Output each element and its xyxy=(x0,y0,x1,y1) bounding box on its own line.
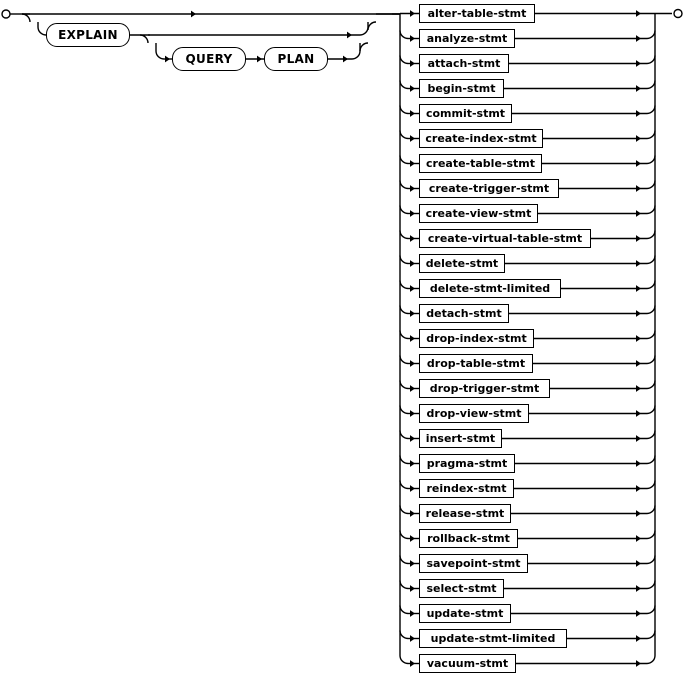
stmt-update-stmt-limited: update-stmt-limited xyxy=(419,629,567,648)
stmt-begin-stmt: begin-stmt xyxy=(419,79,504,98)
stmt-create-trigger-stmt: create-trigger-stmt xyxy=(419,179,559,198)
stmt-drop-table-stmt: drop-table-stmt xyxy=(419,354,533,373)
stmt-detach-stmt: detach-stmt xyxy=(419,304,509,323)
stmt-analyze-stmt: analyze-stmt xyxy=(419,29,515,48)
stmt-attach-stmt: attach-stmt xyxy=(419,54,509,73)
stmt-create-index-stmt: create-index-stmt xyxy=(419,129,543,148)
stmt-create-table-stmt: create-table-stmt xyxy=(419,154,542,173)
stmt-select-stmt: select-stmt xyxy=(419,579,504,598)
keyword-explain: EXPLAIN xyxy=(46,23,130,47)
stmt-savepoint-stmt: savepoint-stmt xyxy=(419,554,528,573)
stmt-pragma-stmt: pragma-stmt xyxy=(419,454,515,473)
stmt-create-view-stmt: create-view-stmt xyxy=(419,204,538,223)
stmt-reindex-stmt: reindex-stmt xyxy=(419,479,514,498)
stmt-vacuum-stmt: vacuum-stmt xyxy=(419,654,516,673)
keyword-query: QUERY xyxy=(172,47,246,71)
stmt-drop-index-stmt: drop-index-stmt xyxy=(419,329,534,348)
stmt-update-stmt: update-stmt xyxy=(419,604,511,623)
stmt-alter-table-stmt: alter-table-stmt xyxy=(419,4,535,23)
stmt-delete-stmt: delete-stmt xyxy=(419,254,505,273)
stmt-create-virtual-table-stmt: create-virtual-table-stmt xyxy=(419,229,591,248)
stmt-delete-stmt-limited: delete-stmt-limited xyxy=(419,279,561,298)
stmt-commit-stmt: commit-stmt xyxy=(419,104,512,123)
stmt-release-stmt: release-stmt xyxy=(419,504,511,523)
stmt-insert-stmt: insert-stmt xyxy=(419,429,502,448)
keyword-plan: PLAN xyxy=(264,47,328,71)
stmt-drop-view-stmt: drop-view-stmt xyxy=(419,404,529,423)
stmt-drop-trigger-stmt: drop-trigger-stmt xyxy=(419,379,550,398)
stmt-rollback-stmt: rollback-stmt xyxy=(419,529,518,548)
